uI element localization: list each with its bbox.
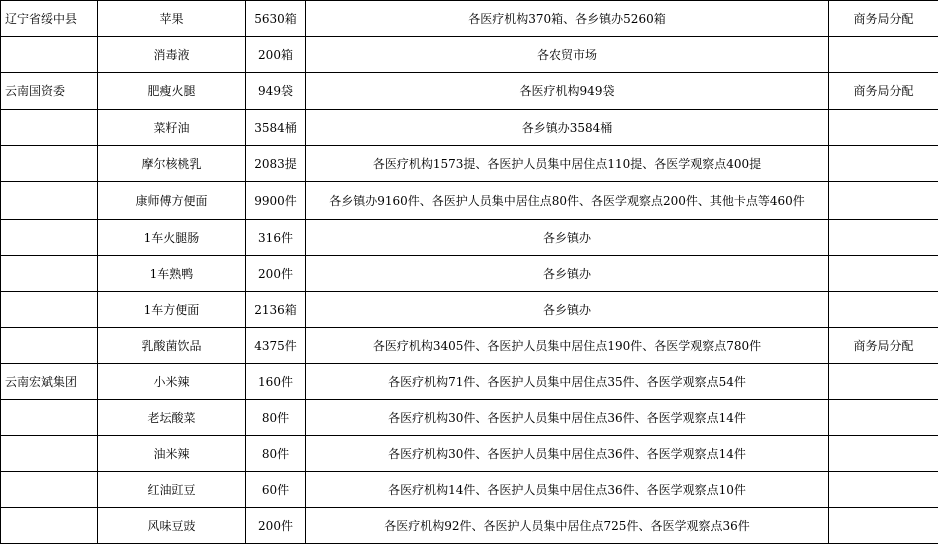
- destination-cell: 各乡镇办: [306, 292, 829, 328]
- note-cell: [829, 146, 938, 182]
- destination-cell: 各医疗机构71件、各医护人员集中居住点35件、各医学观察点54件: [306, 364, 829, 400]
- item-cell: 乳酸菌饮品: [98, 328, 246, 364]
- note-cell: 商务局分配: [829, 1, 938, 37]
- item-cell: 油米辣: [98, 436, 246, 472]
- donor-cell: [1, 328, 98, 364]
- donor-cell: [1, 472, 98, 508]
- note-cell: [829, 256, 938, 292]
- note-cell: 商务局分配: [829, 73, 938, 110]
- donor-cell: [1, 146, 98, 182]
- quantity-cell: 60件: [246, 472, 306, 508]
- note-cell: [829, 292, 938, 328]
- destination-cell: 各乡镇办: [306, 220, 829, 256]
- table-row: [1, 220, 938, 256]
- donor-cell: [1, 220, 98, 256]
- destination-cell: 各乡镇办9160件、各医护人员集中居住点80件、各医学观察点200件、其他卡点等460件: [306, 182, 829, 220]
- table-row: [1, 472, 938, 508]
- item-cell: 小米辣: [98, 364, 246, 400]
- donor-cell: [1, 292, 98, 328]
- quantity-cell: 949袋: [246, 73, 306, 110]
- quantity-cell: 316件: [246, 220, 306, 256]
- quantity-cell: 80件: [246, 436, 306, 472]
- destination-cell: 各医疗机构949袋: [306, 73, 829, 110]
- quantity-cell: 9900件: [246, 182, 306, 220]
- table-row: [1, 508, 938, 544]
- item-cell: 老坛酸菜: [98, 400, 246, 436]
- note-cell: [829, 182, 938, 220]
- table-row: [1, 182, 938, 220]
- donor-cell: 辽宁省绥中县: [1, 1, 98, 37]
- note-cell: 商务局分配: [829, 328, 938, 364]
- table-row: [1, 364, 938, 400]
- table-row: [1, 328, 938, 364]
- donor-cell: [1, 37, 98, 73]
- note-cell: [829, 400, 938, 436]
- note-cell: [829, 37, 938, 73]
- table-row: [1, 1, 938, 37]
- table-row: [1, 256, 938, 292]
- table-row: [1, 400, 938, 436]
- destination-cell: 各医疗机构1573提、各医护人员集中居住点110提、各医学观察点400提: [306, 146, 829, 182]
- note-cell: [829, 436, 938, 472]
- table-row: [1, 146, 938, 182]
- item-cell: 风味豆豉: [98, 508, 246, 544]
- donor-cell: [1, 400, 98, 436]
- item-cell: 消毒液: [98, 37, 246, 73]
- destination-cell: 各医疗机构14件、各医护人员集中居住点36件、各医学观察点10件: [306, 472, 829, 508]
- donor-cell: [1, 256, 98, 292]
- quantity-cell: 3584桶: [246, 110, 306, 146]
- quantity-cell: 160件: [246, 364, 306, 400]
- item-cell: 肥瘦火腿: [98, 73, 246, 110]
- table-row: [1, 73, 938, 110]
- quantity-cell: 5630箱: [246, 1, 306, 37]
- item-cell: 1车熟鸭: [98, 256, 246, 292]
- destination-cell: 各医疗机构30件、各医护人员集中居住点36件、各医学观察点14件: [306, 400, 829, 436]
- item-cell: 康师傅方便面: [98, 182, 246, 220]
- quantity-cell: 200箱: [246, 37, 306, 73]
- note-cell: [829, 364, 938, 400]
- destination-cell: 各医疗机构92件、各医护人员集中居住点725件、各医学观察点36件: [306, 508, 829, 544]
- note-cell: [829, 508, 938, 544]
- donor-cell: [1, 436, 98, 472]
- donor-cell: [1, 110, 98, 146]
- item-cell: 苹果: [98, 1, 246, 37]
- donor-cell: 云南宏斌集团: [1, 364, 98, 400]
- destination-cell: 各农贸市场: [306, 37, 829, 73]
- destination-cell: 各乡镇办: [306, 256, 829, 292]
- donor-cell: 云南国资委: [1, 73, 98, 110]
- item-cell: 1车火腿肠: [98, 220, 246, 256]
- table-row: [1, 37, 938, 73]
- note-cell: [829, 472, 938, 508]
- destination-cell: 各乡镇办3584桶: [306, 110, 829, 146]
- destination-cell: 各医疗机构370箱、各乡镇办5260箱: [306, 1, 829, 37]
- quantity-cell: 200件: [246, 508, 306, 544]
- item-cell: 红油豇豆: [98, 472, 246, 508]
- note-cell: [829, 220, 938, 256]
- quantity-cell: 2136箱: [246, 292, 306, 328]
- item-cell: 摩尔核桃乳: [98, 146, 246, 182]
- quantity-cell: 2083提: [246, 146, 306, 182]
- donor-cell: [1, 508, 98, 544]
- donor-cell: [1, 182, 98, 220]
- quantity-cell: 4375件: [246, 328, 306, 364]
- table-row: [1, 292, 938, 328]
- quantity-cell: 200件: [246, 256, 306, 292]
- note-cell: [829, 110, 938, 146]
- table-row: [1, 436, 938, 472]
- destination-cell: 各医疗机构30件、各医护人员集中居住点36件、各医学观察点14件: [306, 436, 829, 472]
- quantity-cell: 80件: [246, 400, 306, 436]
- destination-cell: 各医疗机构3405件、各医护人员集中居住点190件、各医学观察点780件: [306, 328, 829, 364]
- table-row: [1, 110, 938, 146]
- item-cell: 菜籽油: [98, 110, 246, 146]
- item-cell: 1车方便面: [98, 292, 246, 328]
